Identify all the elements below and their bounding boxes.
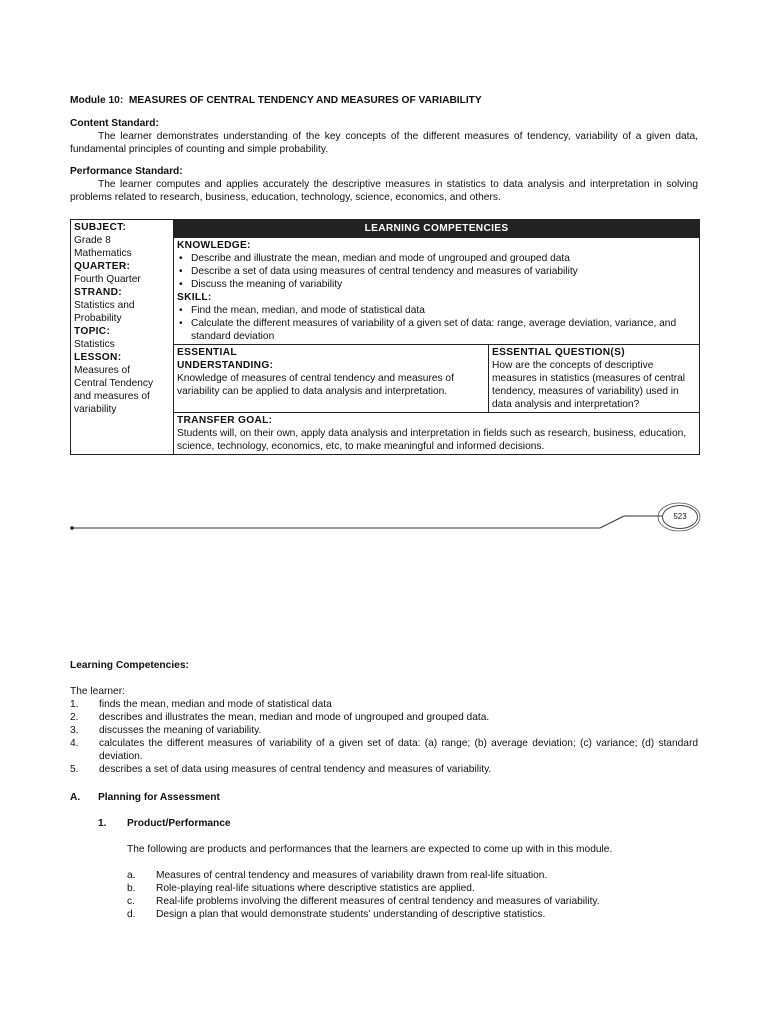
item-text: describes and illustrates the mean, median and mode of ungrouped and grouped data. [99,712,490,723]
page-number-ring [656,500,702,534]
strand-value: Probability [74,313,122,324]
competencies-table [70,219,700,455]
list-item: • Find the mean, median, and mode of statistical data [191,304,696,317]
lesson-value: variability [74,404,117,415]
essential-understanding-text: Knowledge of measures of central tendency and measures of variability can be applied to data analysis and interpretation. [177,373,454,397]
competencies-list [70,698,698,776]
item-text: finds the mean, median and mode of statistical data [99,699,332,710]
list-item [127,895,699,908]
subject-info-cell [71,220,174,455]
list-item: • Discuss the meaning of variability [191,278,696,291]
performance-standard-text: The learner computes and applies accurately the descriptive measures in statistics to data analysis and interpretation in solving problems related to research, business, education, technology, science, economics, and others. [70,179,698,203]
item-letter: c. [127,896,135,907]
essential-understanding-label-2: UNDERSTANDING: [177,360,274,371]
content-standard-text: The learner demonstrates understanding of the key concepts of the different measures of tendency, variability of a given data, fundamental principles of counting and simple probability. [70,131,698,155]
performance-standard-heading: Performance Standard: [70,166,183,177]
learner-intro: The learner: [70,686,125,697]
topic-label: TOPIC: [74,326,111,337]
subject-value: Grade 8 [74,235,111,246]
section-a-letter: A. [70,792,81,803]
item-number: 1. [70,699,79,710]
skill-list [177,304,696,343]
essential-question-cell [489,345,700,413]
list-item: • Describe and illustrate the mean, median and mode of ungrouped and grouped data [191,252,696,265]
lesson-label: LESSON: [74,352,122,363]
learning-competencies-header: LEARNING COMPETENCIES [174,220,700,238]
content-standard-heading: Content Standard: [70,118,159,129]
item-number: 5. [70,764,79,775]
item-text: describes a set of data using measures of central tendency and measures of variability. [99,764,492,775]
list-item [127,869,699,882]
item-letter: b. [127,883,136,894]
essential-understanding-label-1: ESSENTIAL [177,347,237,358]
item-text: Design a plan that would demonstrate students' understanding of descriptive statistics. [156,909,546,920]
lesson-value: Measures of [74,365,131,376]
quarter-label: QUARTER: [74,261,131,272]
item-text: Real-life problems involving the different measures of central tendency and measures of variability. [156,896,600,907]
product-performance-list [127,869,699,921]
list-item [70,724,698,737]
item-text: discusses the meaning of variability. [99,725,262,736]
knowledge-list [177,252,696,291]
list-item: • Describe a set of data using measures of central tendency and measures of variability [191,265,696,278]
lesson-value: Central Tendency [74,378,154,389]
subsection-1-title: Product/Performance [127,818,231,829]
essential-understanding-cell [174,345,489,413]
module-title [70,94,700,107]
topic-value: Statistics [74,339,115,350]
lesson-value: and measures of [74,391,150,402]
knowledge-skill-cell [174,238,700,345]
knowledge-label: KNOWLEDGE: [177,240,251,251]
item-number: 2. [70,712,79,723]
list-item [127,882,699,895]
page-number: 523 [662,505,698,529]
list-item [70,711,698,724]
strand-value: Statistics and [74,300,135,311]
learning-competencies-heading: Learning Competencies: [70,660,189,671]
subject-value: Mathematics [74,248,132,259]
item-text: Measures of central tendency and measures of variability drawn from real-life situation. [156,870,548,881]
footer-divider [68,505,708,545]
item-text: calculates the different measures of variability of a given set of data: (a) range; (b) average deviation; (c) variance; (d) standard deviation. [99,738,698,762]
item-number: 3. [70,725,79,736]
list-item [70,698,698,711]
product-performance-intro: The following are products and performances that the learners are expected to come up with in this module. [127,844,613,855]
list-item: • Calculate the different measures of variability of a given set of data: range, average deviation, variance, and standard deviation [191,317,696,343]
list-item [127,908,699,921]
skill-label: SKILL: [177,292,212,303]
strand-label: STRAND: [74,287,122,298]
item-text: Role-playing real-life situations where descriptive statistics are applied. [156,883,475,894]
list-item [70,763,698,776]
list-item [70,737,698,763]
module-label: Module 10: [70,95,124,106]
transfer-goal-cell [174,413,700,455]
essential-question-label: ESSENTIAL QUESTION(S) [492,347,625,358]
module-name: MEASURES OF CENTRAL TENDENCY AND MEASURES OF VARIABILITY [128,95,482,106]
item-number: 4. [70,738,79,749]
quarter-value: Fourth Quarter [74,274,141,285]
essential-question-text: How are the concepts of descriptive measures in statistics (measures of central tendency, measures of variability) used in data analysis and interpretation? [492,360,686,410]
subsection-1-number: 1. [98,818,107,829]
transfer-goal-text: Students will, on their own, apply data analysis and interpretation in fields such as research, business, education, science, technology, economics, etc, to make meaningful and informed decisions. [177,428,687,452]
item-letter: d. [127,909,136,920]
item-letter: a. [127,870,136,881]
subject-label: SUBJECT: [74,222,127,233]
transfer-goal-label: TRANSFER GOAL: [177,415,273,426]
section-a-title: Planning for Assessment [98,792,220,803]
